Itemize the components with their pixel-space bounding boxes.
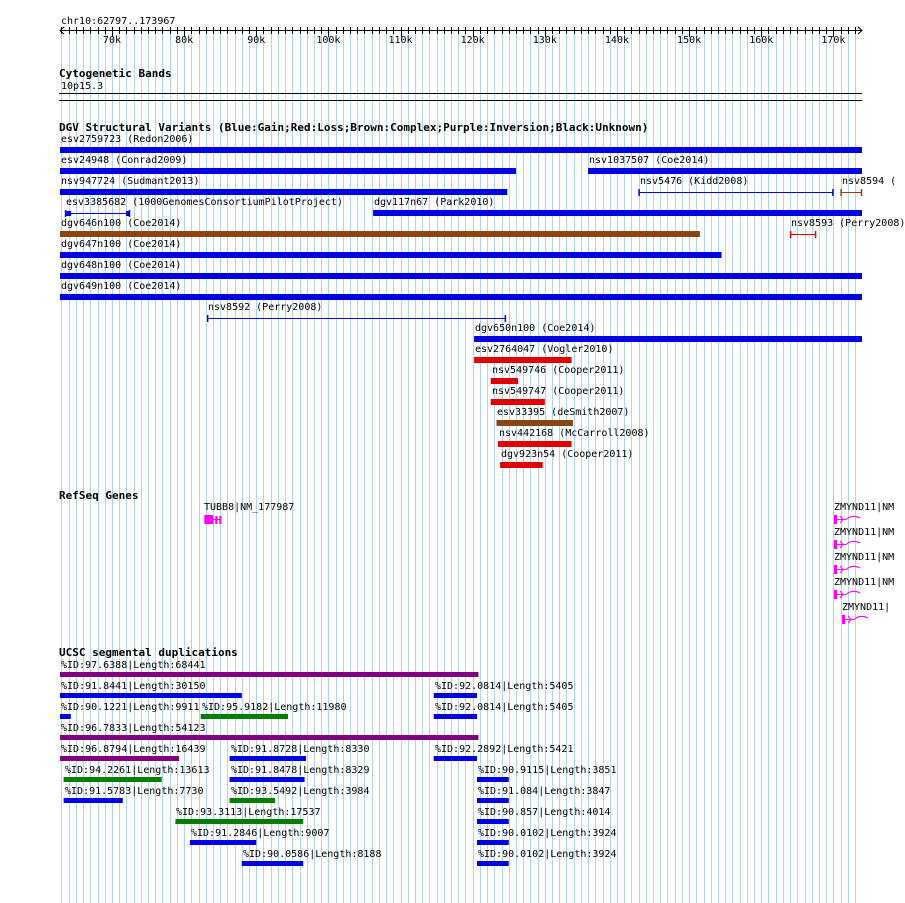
feature-label[interactable]: nsv442168 (McCarroll2008) <box>499 428 650 439</box>
segdup-bar <box>477 840 509 845</box>
sv-bar <box>491 399 545 405</box>
feature-label[interactable]: %ID:90.0102|Length:3924 <box>478 849 617 860</box>
feature-label[interactable]: ZMYND11|NM <box>834 577 895 588</box>
sv-block <box>126 211 130 216</box>
segdup-bar <box>60 735 478 740</box>
segdup-bar <box>477 777 509 782</box>
cytoband-line-top <box>59 93 862 94</box>
segdup-bar <box>201 714 288 719</box>
feature-label[interactable]: %ID:91.084|Length:3847 <box>478 786 611 797</box>
feature-label[interactable]: TUBB8|NM_177987 <box>204 502 295 513</box>
sv-bar <box>491 378 518 384</box>
segdup-bar <box>477 861 509 866</box>
feature-label[interactable]: nsv549746 (Cooper2011) <box>492 365 625 376</box>
feature-label[interactable]: %ID:93.3113|Length:17537 <box>176 807 321 818</box>
feature-label[interactable]: %ID:90.9115|Length:3851 <box>478 765 617 776</box>
sv-bar <box>588 168 862 174</box>
sv-block <box>65 211 71 216</box>
ruler-tick-label: 100k <box>316 35 341 46</box>
feature-label[interactable]: dgv647n100 (Coe2014) <box>61 239 182 250</box>
sv-bar <box>60 168 516 174</box>
feature-label[interactable]: %ID:91.8478|Length:8329 <box>231 765 370 776</box>
segdup-bar <box>64 798 123 803</box>
segdup-bar <box>230 777 305 782</box>
segdup-bar <box>60 714 71 719</box>
feature-label[interactable]: %ID:90.0102|Length:3924 <box>478 828 617 839</box>
segdup-bar <box>190 840 256 845</box>
segdup-bar <box>242 861 303 866</box>
ruler-tick-label: 130k <box>532 35 557 46</box>
sv-bar <box>60 189 507 195</box>
feature-label[interactable]: dgv923n54 (Cooper2011) <box>501 449 634 460</box>
feature-label[interactable]: ZMYND11|NM <box>834 527 895 538</box>
dgv-track-title[interactable]: DGV Structural Variants (Blue:Gain;Red:Loss;Brown:Complex;Purple:Inversion;Black:Unknown) <box>59 121 649 134</box>
cytoband-track-title[interactable]: Cytogenetic Bands <box>59 67 172 80</box>
segdup-bar <box>230 756 306 761</box>
feature-label[interactable]: esv24948 (Conrad2009) <box>61 155 188 166</box>
segdup-bar <box>434 756 477 761</box>
feature-label[interactable]: nsv8592 (Perry2008) <box>208 302 323 313</box>
feature-label[interactable]: esv2764047 (Vogler2010) <box>475 344 614 355</box>
gene-strand-arrow <box>845 616 868 623</box>
segdup-bar <box>175 819 303 824</box>
segdup-bar <box>477 819 509 824</box>
segdup-bar <box>60 693 242 698</box>
ruler-tick-label: 90k <box>247 35 266 46</box>
feature-label[interactable]: dgv650n100 (Coe2014) <box>475 323 596 334</box>
feature-label[interactable]: dgv117n67 (Park2010) <box>374 197 495 208</box>
segdup-track-title[interactable]: UCSC segmental duplications <box>59 646 238 659</box>
feature-label[interactable]: %ID:96.8794|Length:16439 <box>61 744 206 755</box>
feature-label[interactable]: %ID:90.857|Length:4014 <box>478 807 611 818</box>
segdup-bar <box>60 672 478 677</box>
feature-label[interactable]: %ID:91.2846|Length:9007 <box>191 828 330 839</box>
ruler-tick-label: 170k <box>821 35 846 46</box>
ruler-tick-label: 80k <box>175 35 194 46</box>
feature-label[interactable]: ZMYND11| <box>842 602 891 613</box>
feature-label[interactable]: esv2759723 (Redon2006) <box>61 134 194 145</box>
gene-strand-arrow <box>837 566 860 573</box>
feature-label[interactable]: dgv648n100 (Coe2014) <box>61 260 182 271</box>
sv-bar <box>500 462 543 468</box>
segdup-bar <box>434 693 477 698</box>
sv-bar <box>60 252 722 258</box>
ruler-coordinates: chr10:62797..173967 <box>61 16 176 27</box>
feature-label[interactable]: ZMYND11|NM <box>834 502 895 513</box>
gene-strand-arrow <box>837 541 860 548</box>
feature-label[interactable]: %ID:93.5492|Length:3984 <box>231 786 370 797</box>
feature-label[interactable]: dgv649n100 (Coe2014) <box>61 281 182 292</box>
feature-label[interactable]: nsv549747 (Cooper2011) <box>492 386 625 397</box>
feature-label[interactable]: nsv947724 (Sudmant2013) <box>61 176 200 187</box>
feature-label[interactable]: %ID:90.1221|Length:9911 <box>61 702 200 713</box>
feature-label[interactable]: %ID:92.2892|Length:5421 <box>435 744 574 755</box>
feature-label[interactable]: esv3385682 (1000GenomesConsortiumPilotProject) <box>66 197 343 208</box>
feature-label[interactable]: %ID:91.5783|Length:7730 <box>65 786 204 797</box>
feature-label[interactable]: %ID:96.7833|Length:54123 <box>61 723 206 734</box>
feature-label[interactable]: esv33395 (deSmith2007) <box>497 407 630 418</box>
segdup-bar <box>64 777 162 782</box>
feature-label[interactable]: %ID:94.2261|Length:13613 <box>65 765 210 776</box>
refseq-track-title[interactable]: RefSeq Genes <box>59 489 139 502</box>
ruler-tick-label: 70k <box>102 35 121 46</box>
feature-label[interactable]: %ID:92.0814|Length:5405 <box>435 681 574 692</box>
feature-label[interactable]: dgv646n100 (Coe2014) <box>61 218 182 229</box>
sv-bar <box>474 357 571 363</box>
sv-bar <box>60 273 862 279</box>
segdup-bar <box>477 798 509 803</box>
gene-exon <box>842 615 845 624</box>
gene-exon <box>834 540 837 549</box>
ruler-tick-label: 110k <box>388 35 413 46</box>
feature-label[interactable]: %ID:95.9182|Length:11980 <box>202 702 347 713</box>
gene-exon <box>834 590 837 599</box>
sv-bar <box>60 294 862 300</box>
feature-label[interactable]: nsv1037507 (Coe2014) <box>589 155 710 166</box>
ruler-tick-label: 120k <box>460 35 485 46</box>
segdup-bar <box>434 714 477 719</box>
feature-label[interactable]: %ID:97.6388|Length:68441 <box>61 660 206 671</box>
feature-label[interactable]: nsv5476 (Kidd2008) <box>640 176 749 187</box>
sv-bar <box>498 441 572 447</box>
gene-strand-arrow <box>837 516 860 523</box>
sv-bar <box>373 210 862 216</box>
gene-exon <box>834 515 837 524</box>
cytoband-label: 10p15.3 <box>61 81 104 92</box>
segdup-bar <box>230 798 275 803</box>
feature-label[interactable]: %ID:91.8441|Length:30150 <box>61 681 206 692</box>
sv-bar <box>474 336 862 342</box>
gene-exon <box>834 565 837 574</box>
feature-label[interactable]: ZMYND11|NM <box>834 552 895 563</box>
ruler-tick-label: 150k <box>677 35 702 46</box>
feature-label[interactable]: %ID:91.8728|Length:8330 <box>231 744 370 755</box>
segdup-bar <box>60 756 179 761</box>
sv-bar <box>496 420 572 426</box>
gene-strand-arrow <box>837 591 860 598</box>
feature-label[interactable]: nsv8593 (Perry2008) <box>791 218 905 229</box>
feature-label[interactable]: nsv8594 ( <box>842 176 897 187</box>
sv-bar <box>60 231 700 237</box>
feature-label[interactable]: %ID:90.0586|Length:8188 <box>243 849 382 860</box>
cytoband-line-bottom <box>59 100 862 101</box>
gene-exon <box>204 515 213 524</box>
sv-bar <box>60 147 862 153</box>
feature-label[interactable]: %ID:92.0814|Length:5405 <box>435 702 574 713</box>
ruler-tick-label: 160k <box>749 35 774 46</box>
ruler-tick-label: 140k <box>604 35 629 46</box>
